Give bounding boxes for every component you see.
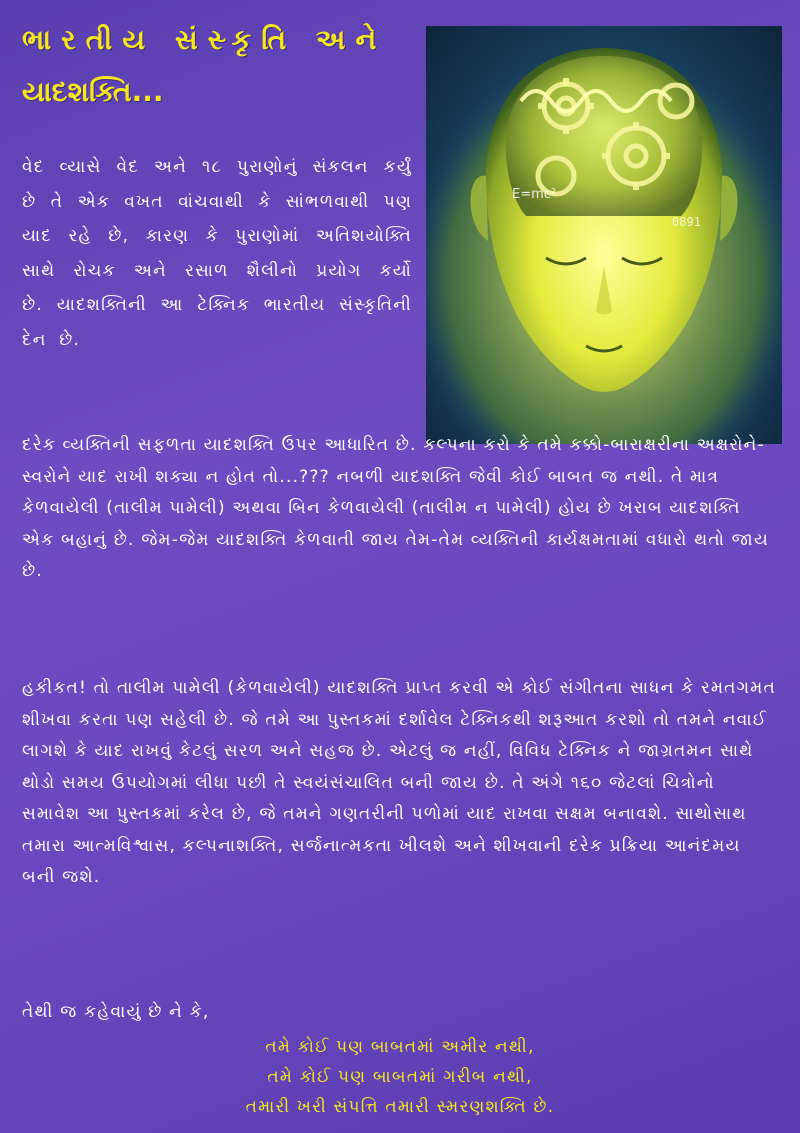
paragraph-saying-intro: તેથી જ કહેવાયું છે ને કે, bbox=[22, 1002, 210, 1022]
paragraph-vyas: વેદ વ્યાસે વેદ અને ૧૮ પુરાણોનું સંકલન કર્યું છે તે એક વખત વાંચવાથી કે સાંભળવાથી પણ યાદ રહે છે, કારણ કે પુરાણોમાં અતિશયોક્તિ સાથે રોચક અને રસાળ શૈલીનો પ્રયોગ કર્યો છે. યાદશક્તિની આ ટેક્નિક ભારતીય સંસ્કૃતિની દેન છે. bbox=[22, 157, 412, 350]
digits-text: 0891 bbox=[672, 215, 701, 229]
closing-poem bbox=[150, 1032, 650, 1122]
title-line-2: યાદશક્તિ... bbox=[22, 75, 164, 108]
title-line-1: ભારતીય સંસ્કૃતિ અને bbox=[22, 23, 387, 56]
paragraph-training: હકીકત! તો તાલીમ પામેલી (કેળવાયેલી) યાદશક્તિ પ્રાપ્ત કરવી એ કોઈ સંગીતના સાધન કે રમતગમત શીખવા કરતા પણ સહેલી છે. જે તમે આ પુસ્તકમાં દર્શાવેલ ટેક્નિકથી શરૂઆત કરશો તો તમને નવાઈ લાગશે કે યાદ રાખવું કેટલું સરળ અને સહજ છે. એટલું જ નહીં, વિવિધ ટેક્નિક ને જાગ્રતમન સાથે થોડો સમય ઉપયોગમાં લીધા પછી તે સ્વયંસંચાલિત બની જાય છે. તે અંગે ૧૬૦ જેટલાં ચિત્રોનો સમાવેશ આ પુસ્તકમાં કરેલ છે, જે તમને ગણતરીની પળોમાં યાદ રાખવા સક્ષમ બનાવશે. સાથોસાથ તમારા આત્મવિશ્વાસ, કલ્પનાશક્તિ, સર્જનાત્મકતા ખીલશે અને શીખવાની દરેક પ્રક્રિયા આનંદમય બની જશે. bbox=[22, 678, 776, 887]
paragraph-success: દરેક વ્યક્તિની સફળતા યાદશક્તિ ઉપર આધારિત છે. કલ્પના કરો કે તમે કક્કો-બારાક્ષરીના અક્ષરોને-સ્વરોને યાદ રાખી શક્યા ન હોત તો...??? નબળી યાદશક્તિ જેવી કોઈ બાબત જ નથી. તે માત્ર કેળવાયેલી (તાલીમ પામેલી) અથવા બિન કેળવાયેલી (તાલીમ ન પામેલી) હોય છે ખરાબ યાદશક્તિ એક બહાનું છે. જેમ-જેમ યાદશક્તિ કેળવાતી જાય તેમ-તેમ વ્યક્તિની કાર્યક્ષમતામાં વધારો થતો જાય છે. bbox=[22, 435, 770, 581]
poem-line-2: તમે કોઈ પણ બાબતમાં ગરીબ નથી, bbox=[267, 1067, 533, 1087]
glowing-head-with-gears-icon bbox=[426, 26, 782, 444]
formula-text: E=mc² bbox=[512, 187, 557, 202]
poem-line-1: તમે કોઈ પણ બાબતમાં અમીર નથી, bbox=[265, 1037, 535, 1057]
page-title bbox=[22, 14, 402, 118]
poem-line-3: તમારી ખરી સંપત્તિ તમારી સ્મરણશક્તિ છે. bbox=[245, 1097, 555, 1117]
